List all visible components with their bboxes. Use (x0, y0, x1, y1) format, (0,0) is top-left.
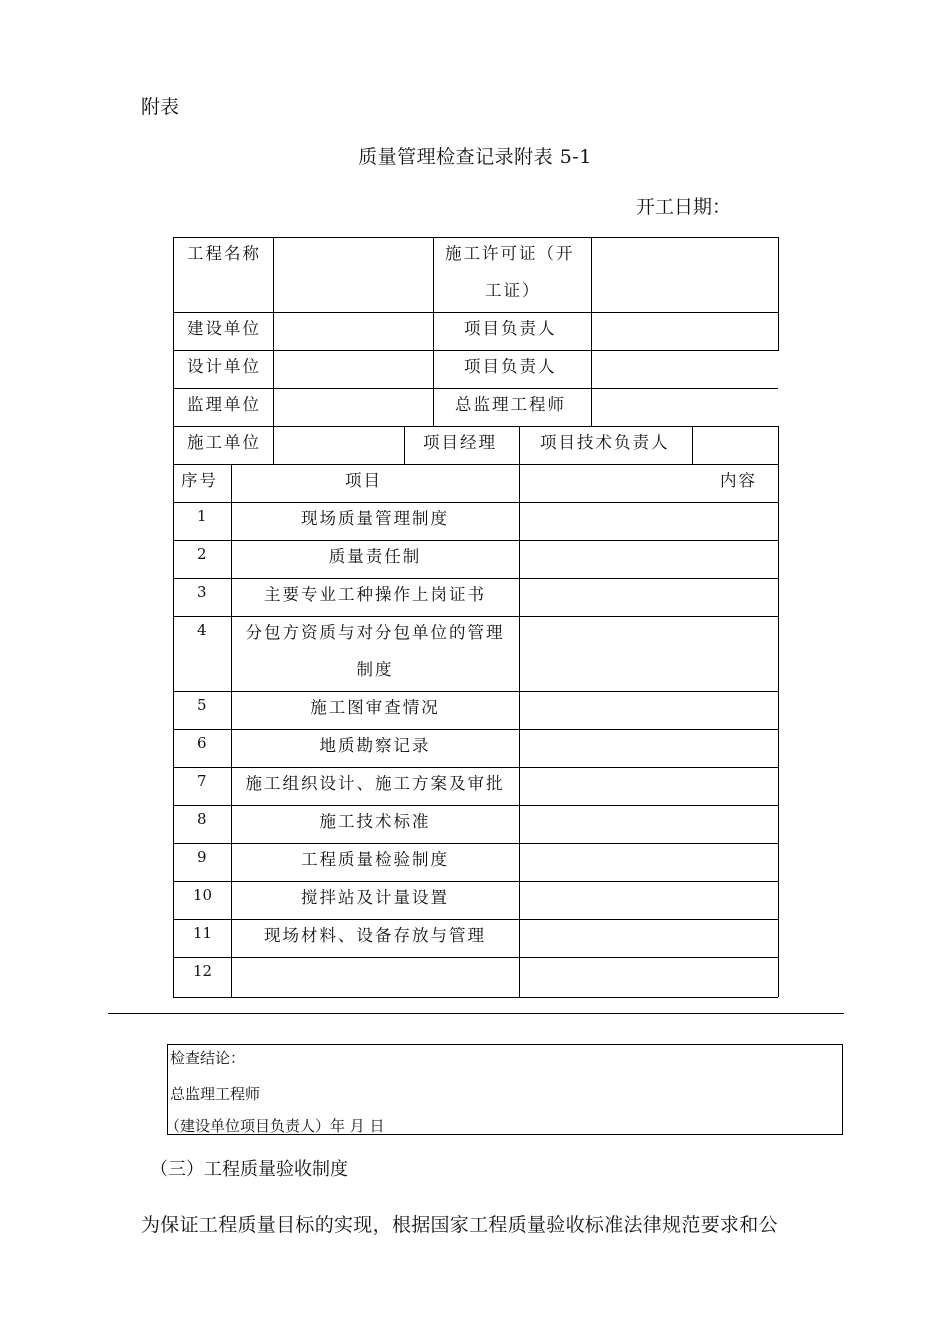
column-header-content: 内容 (720, 471, 757, 490)
row-number: 11 (193, 924, 213, 942)
column-header-no: 序号 (181, 471, 218, 490)
supervisor-label: 监理单位 (187, 395, 261, 414)
row-item: 主要专业工种操作上岗证书 (264, 585, 486, 604)
chief-supervisor-label: 总监理工程师 (455, 395, 566, 414)
row-number: 3 (197, 583, 207, 601)
row-item: 搅拌站及计量设置 (301, 888, 449, 907)
project-manager-label: 项目经理 (423, 433, 497, 452)
row-number: 4 (197, 621, 207, 639)
row-number: 2 (197, 545, 207, 563)
conclusion-signer: 总监理工程师 (170, 1085, 261, 1103)
section-title: （三）工程质量验收制度 (150, 1159, 348, 1180)
row-number: 6 (197, 734, 207, 752)
row-number: 1 (197, 507, 207, 525)
start-date-label: 开工日期： (636, 196, 732, 218)
row-item: 施工图审查情况 (310, 698, 440, 717)
row-number: 8 (197, 810, 207, 828)
conclusion-label: 检查结论： (170, 1049, 246, 1067)
divider (108, 1013, 844, 1014)
row-number: 9 (197, 848, 207, 866)
row-item: 现场质量管理制度 (301, 509, 449, 528)
project-name-label: 工程名称 (187, 244, 261, 263)
row-item: 分包方资质与对分包单位的管理 (245, 623, 505, 642)
row-number: 10 (193, 886, 213, 904)
row-item: 现场材料、设备存放与管理 (264, 926, 486, 945)
row-item: 地质勘察记录 (319, 736, 431, 755)
row-number: 5 (197, 696, 207, 714)
body-paragraph: 为保证工程质量目标的实现，根据国家工程质量验收标准法律规范要求和公 (141, 1214, 778, 1236)
row-item: 质量责任制 (328, 547, 422, 566)
row-item: 工程质量检验制度 (301, 850, 449, 869)
row-number: 12 (193, 962, 213, 980)
builder-leader-label: 项目负责人 (464, 319, 557, 338)
designer-leader-label: 项目负责人 (464, 357, 557, 376)
row-item: 施工组织设计、施工方案及审批 (245, 774, 505, 793)
contractor-label: 施工单位 (187, 433, 261, 452)
conclusion-signer-date: （建设单位项目负责人）年 月 日 (165, 1117, 385, 1135)
permit-label-cont: 工证） (485, 281, 541, 300)
tech-leader-label: 项目技术负责人 (540, 433, 670, 452)
permit-label: 施工许可证（开 (445, 244, 575, 263)
heading: 附表 (141, 96, 180, 118)
form-title: 质量管理检查记录附表 5-1 (358, 146, 592, 168)
designer-label: 设计单位 (187, 357, 261, 376)
builder-label: 建设单位 (187, 319, 261, 338)
column-header-item: 项目 (345, 471, 382, 490)
row-item: 施工技术标准 (319, 812, 431, 831)
row-number: 7 (197, 772, 207, 790)
row-item-cont: 制度 (356, 660, 394, 679)
